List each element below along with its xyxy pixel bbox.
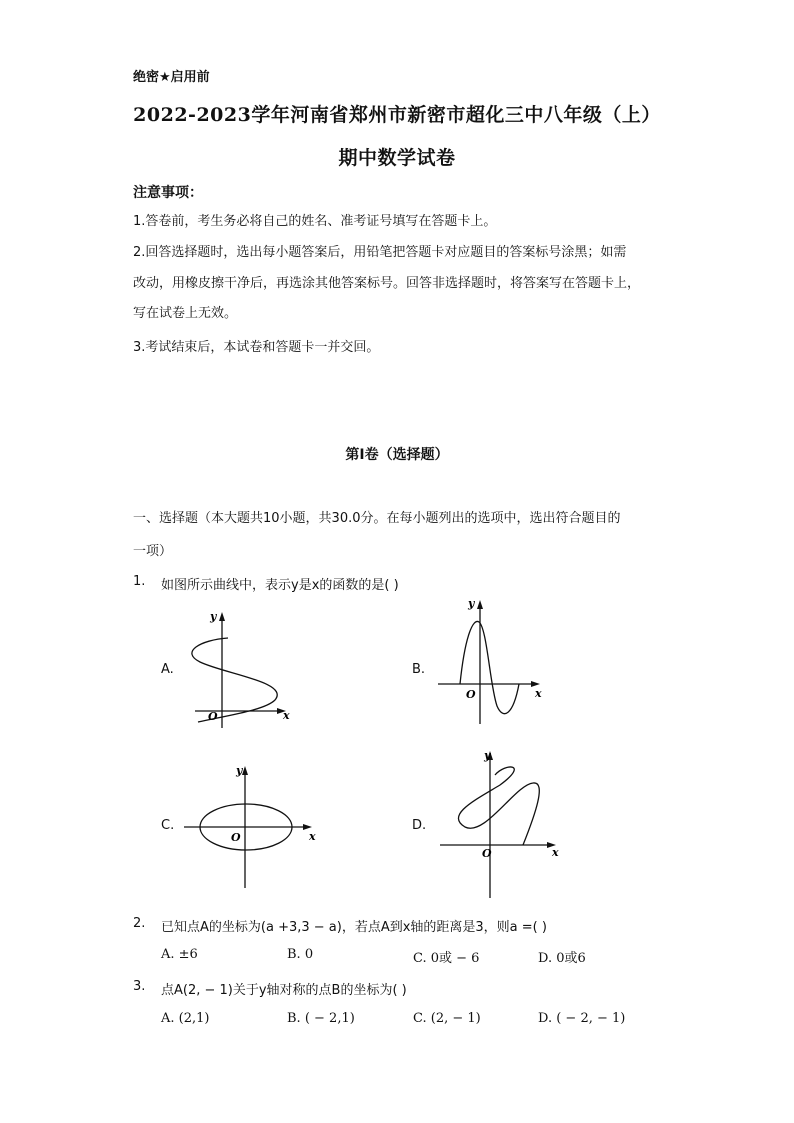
question-3-option-c: C. (2, − 1) <box>413 1011 481 1026</box>
graph-a-curve <box>192 638 277 722</box>
graph-a-x-label: x <box>283 709 290 722</box>
notice-item-1: 1.答卷前，考生务必将自己的姓名、准考证号填写在答题卡上。 <box>133 214 497 229</box>
question-3-option-d: D. ( − 2, − 1) <box>538 1011 626 1026</box>
section-heading-line1: 一、选择题（本大题共10小题，共30.0分。在每小题列出的选项中，选出符合题目的 <box>133 511 621 526</box>
question-2-option-c: C. 0或 − 6 <box>413 951 480 966</box>
question-3-option-a: A. (2,1) <box>161 1011 210 1026</box>
question-3-option-b: B. ( − 2,1) <box>287 1011 355 1026</box>
confidential-label: 绝密★启用前 <box>133 70 210 85</box>
question-2-option-a: A. ±6 <box>161 947 198 962</box>
question-2-option-d: D. 0或6 <box>538 951 586 966</box>
question-1-text: 如图所示曲线中，表示y是x的函数的是( ) <box>161 578 399 593</box>
graph-d-x-label: x <box>552 846 559 859</box>
question-2-number: 2. <box>133 916 146 931</box>
exam-title-line2: 期中数学试卷 <box>338 147 456 169</box>
volume-title: 第Ⅰ卷（选择题） <box>345 447 449 463</box>
graph-d-y-label: y <box>484 749 491 762</box>
question-3-text: 点A(2, − 1)关于y轴对称的点B的坐标为( ) <box>161 983 407 998</box>
question-1-number: 1. <box>133 574 146 589</box>
graph-a-origin-label: O <box>208 710 218 723</box>
question-1-option-c-label: C. <box>161 818 175 833</box>
question-1-option-b-label: B. <box>412 662 426 677</box>
question-1-option-a-label: A. <box>161 662 174 677</box>
notice-item-2-line3: 写在试卷上无效。 <box>133 306 238 321</box>
graph-b-origin-label: O <box>466 688 476 701</box>
graph-a-y-label: y <box>210 610 217 623</box>
notice-item-2-line1: 2.回答选择题时，选出每小题答案后，用铅笔把答题卡对应题目的答案标号涂黑；如需 <box>133 245 627 260</box>
question-1-option-d-label: D. <box>412 818 427 833</box>
graph-c <box>180 760 320 890</box>
graph-b <box>435 596 555 726</box>
graph-d <box>435 745 565 900</box>
graph-d-curve <box>458 767 539 845</box>
graph-c-x-label: x <box>309 830 316 843</box>
graph-b-y-label: y <box>468 597 475 610</box>
graph-d-origin-label: O <box>482 847 492 860</box>
graph-a <box>180 600 300 730</box>
notice-item-2-line2: 改动，用橡皮擦干净后，再选涂其他答案标号。回答非选择题时，将答案写在答题卡上， <box>133 276 641 291</box>
notice-heading: 注意事项： <box>133 185 203 201</box>
graph-c-origin-label: O <box>231 831 241 844</box>
notice-item-3: 3.考试结束后，本试卷和答题卡一并交回。 <box>133 340 380 355</box>
section-heading-line2: 一项） <box>133 544 173 559</box>
graph-c-y-label: y <box>236 764 243 777</box>
graph-b-x-label: x <box>535 687 542 700</box>
question-3-number: 3. <box>133 979 146 994</box>
question-2-option-b: B. 0 <box>287 947 314 962</box>
exam-title-line1: 2022-2023学年河南省郑州市新密市超化三中八年级（上） <box>133 104 661 126</box>
question-2-text: 已知点A的坐标为(a +3,3 − a)，若点A到x轴的距离是3，则a =( ) <box>161 920 547 935</box>
